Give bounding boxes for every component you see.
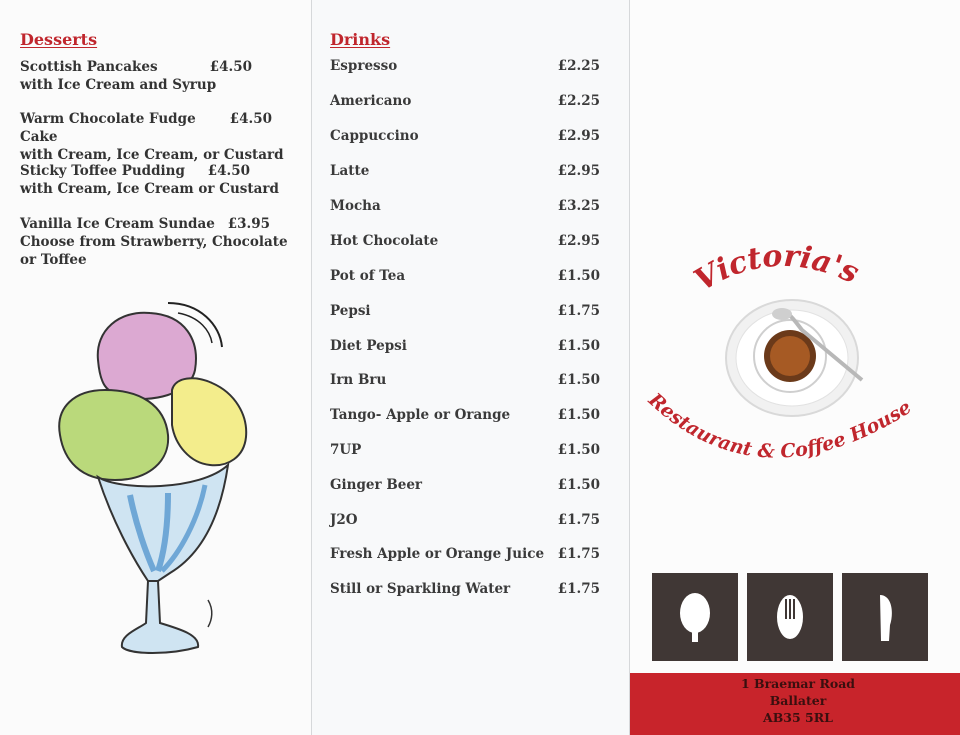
drink-name: Fresh Apple or Orange Juice bbox=[330, 546, 545, 562]
drink-row bbox=[330, 128, 600, 144]
dessert-price: £4.50 bbox=[209, 59, 252, 75]
drink-price: £1.75 bbox=[557, 546, 600, 562]
knife-icon bbox=[842, 573, 928, 661]
drink-price: £1.75 bbox=[557, 581, 600, 597]
drink-name: Irn Bru bbox=[330, 372, 387, 388]
drink-row bbox=[330, 303, 600, 319]
drink-row bbox=[330, 93, 600, 109]
spoon-tile bbox=[652, 573, 738, 661]
drink-price: £3.25 bbox=[557, 198, 600, 214]
coffee-cup-icon bbox=[726, 300, 862, 416]
ice-cream-sundae-illustration bbox=[50, 295, 260, 665]
dessert-item bbox=[20, 58, 290, 94]
dessert-price: £4.50 bbox=[207, 163, 250, 179]
drinks-heading: Drinks bbox=[330, 30, 391, 49]
address-line-1: 1 Braemar Road bbox=[740, 676, 856, 691]
dessert-description: with Ice Cream and Syrup bbox=[20, 77, 217, 93]
drink-row bbox=[330, 372, 600, 388]
drink-name: Tango- Apple or Orange bbox=[330, 407, 511, 423]
brand-tagline: Restaurant & Coffee House bbox=[644, 388, 916, 463]
drink-row bbox=[330, 407, 600, 423]
drink-name: 7UP bbox=[330, 442, 362, 458]
drink-price: £2.95 bbox=[557, 163, 600, 179]
drinks-panel bbox=[312, 0, 630, 735]
dessert-name: Warm Chocolate Fudge Cake bbox=[20, 111, 196, 145]
drink-price: £2.95 bbox=[557, 128, 600, 144]
drink-price: £1.50 bbox=[557, 372, 600, 388]
desserts-panel bbox=[0, 0, 312, 735]
dessert-description: with Cream, Ice Cream, or Custard bbox=[20, 147, 284, 163]
drink-price: £2.25 bbox=[557, 58, 600, 74]
desserts-heading: Desserts bbox=[20, 30, 98, 49]
drink-row bbox=[330, 581, 600, 597]
address-line-3: AB35 5RL bbox=[763, 710, 833, 725]
fork-tile bbox=[747, 573, 833, 661]
drink-row bbox=[330, 163, 600, 179]
drink-row bbox=[330, 546, 600, 562]
drink-row bbox=[330, 338, 600, 354]
drink-price: £1.50 bbox=[557, 338, 600, 354]
drink-name: Cappuccino bbox=[330, 128, 419, 144]
drink-name: Mocha bbox=[330, 198, 381, 214]
dessert-name: Scottish Pancakes bbox=[20, 59, 158, 75]
drink-name: Pot of Tea bbox=[330, 268, 406, 284]
drink-price: £1.75 bbox=[557, 303, 600, 319]
drink-price: £2.25 bbox=[557, 93, 600, 109]
drink-name: Still or Sparkling Water bbox=[330, 581, 511, 597]
fork-icon bbox=[747, 573, 833, 661]
spoon-icon bbox=[652, 573, 738, 661]
dessert-price: £4.50 bbox=[229, 111, 272, 127]
drink-name: J2O bbox=[330, 512, 358, 528]
dessert-description: with Cream, Ice Cream or Custard bbox=[20, 181, 279, 197]
drink-row bbox=[330, 477, 600, 493]
dessert-item bbox=[20, 110, 290, 164]
drink-row bbox=[330, 512, 600, 528]
dessert-price: £3.95 bbox=[227, 216, 270, 232]
cover-panel bbox=[630, 0, 960, 735]
address-line-2: Ballater bbox=[769, 693, 827, 708]
drink-row bbox=[330, 233, 600, 249]
drink-row bbox=[330, 268, 600, 284]
drink-name: Americano bbox=[330, 93, 412, 109]
drink-name: Pepsi bbox=[330, 303, 371, 319]
drink-price: £1.50 bbox=[557, 477, 600, 493]
dessert-item bbox=[20, 215, 290, 269]
dessert-description: Choose from Strawberry, Chocolate or Toffee bbox=[20, 234, 288, 268]
drink-price: £1.50 bbox=[557, 407, 600, 423]
drink-row bbox=[330, 198, 600, 214]
brand-logo bbox=[630, 230, 960, 510]
drink-price: £1.75 bbox=[557, 512, 600, 528]
drink-price: £1.50 bbox=[557, 442, 600, 458]
dessert-name: Vanilla Ice Cream Sundae bbox=[20, 216, 215, 232]
drink-row bbox=[330, 58, 600, 74]
drink-price: £1.50 bbox=[557, 268, 600, 284]
drink-name: Ginger Beer bbox=[330, 477, 423, 493]
drink-name: Latte bbox=[330, 163, 370, 179]
drink-row bbox=[330, 442, 600, 458]
drink-name: Diet Pepsi bbox=[330, 338, 407, 354]
drink-name: Espresso bbox=[330, 58, 398, 74]
dessert-name: Sticky Toffee Pudding bbox=[20, 163, 185, 179]
knife-tile bbox=[842, 573, 928, 661]
drink-price: £2.95 bbox=[557, 233, 600, 249]
dessert-item bbox=[20, 162, 290, 198]
brand-name: Victoria's bbox=[688, 238, 864, 299]
drink-name: Hot Chocolate bbox=[330, 233, 439, 249]
address-block bbox=[630, 673, 960, 735]
